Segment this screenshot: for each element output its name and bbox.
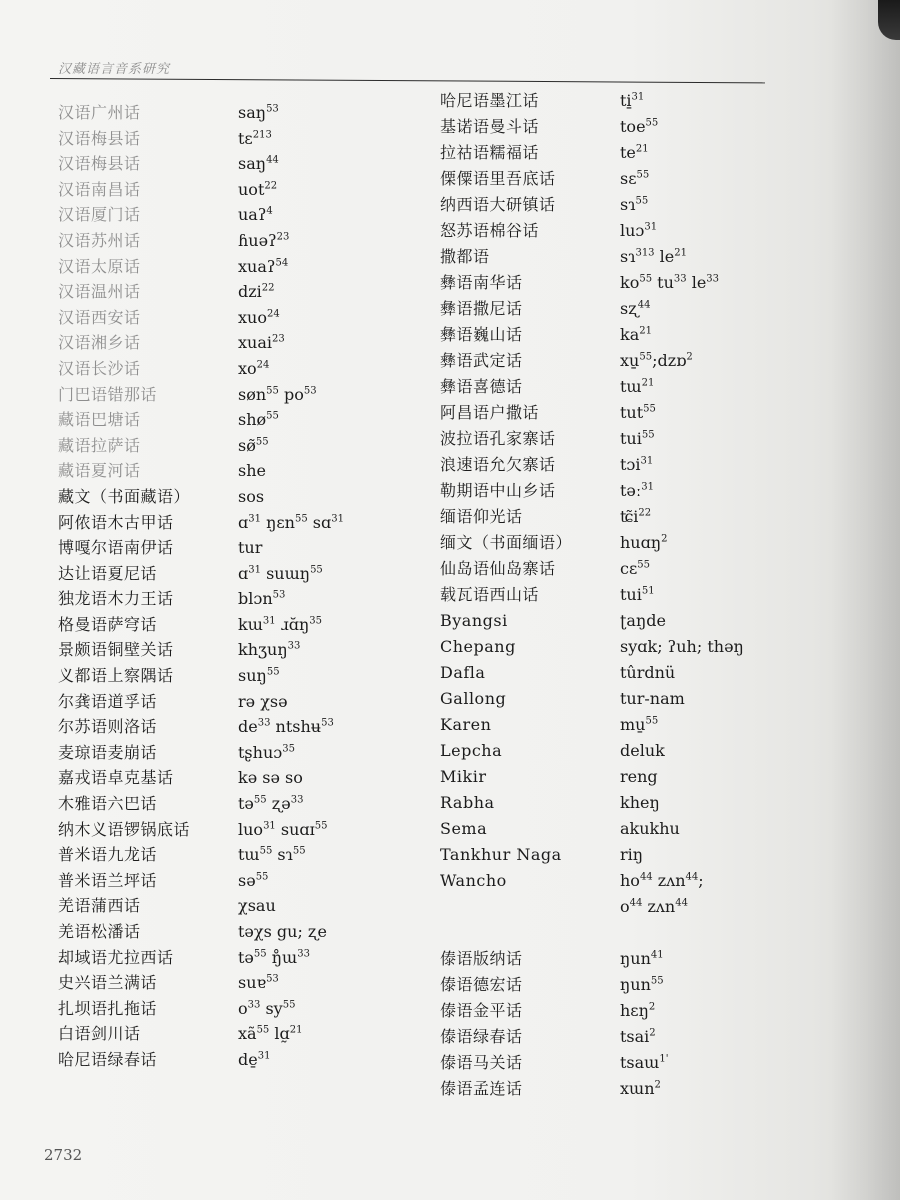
entry-row bbox=[58, 177, 418, 203]
entry-row bbox=[440, 842, 770, 868]
entry-row bbox=[58, 637, 418, 663]
language-name: 汉语梅县话 bbox=[58, 128, 141, 148]
language-name: 彝语喜德话 bbox=[440, 377, 523, 396]
language-name: 汉语梅县话 bbox=[58, 154, 141, 174]
entry-row bbox=[58, 356, 418, 382]
word-form: ŋun$^{41}$ bbox=[620, 949, 664, 968]
entry-row bbox=[440, 218, 770, 244]
language-name: 纳木义语锣锅底话 bbox=[58, 819, 191, 839]
word-form: rə χsə bbox=[238, 691, 288, 711]
language-name: Karen bbox=[440, 715, 492, 734]
entry-row bbox=[440, 556, 770, 582]
word-form: tut$^{55}$ bbox=[620, 403, 656, 422]
word-form: sos bbox=[238, 486, 265, 506]
word-form: tɯ$^{55}$ sɿ$^{55}$ bbox=[238, 845, 306, 865]
language-name: 藏语拉萨话 bbox=[58, 435, 141, 455]
word-form: ʈaŋde bbox=[620, 611, 666, 630]
language-name: 彝语武定话 bbox=[440, 351, 523, 370]
word-form: tui$^{51}$ bbox=[620, 585, 655, 604]
word-form: $de^{33}$ ntshʉ$^{53}$ bbox=[238, 717, 334, 737]
word-form: χsau bbox=[238, 896, 276, 916]
language-name: 汉语湘乡话 bbox=[58, 333, 141, 353]
language-name: 傈僳语里吾底话 bbox=[440, 169, 556, 188]
entry-row bbox=[440, 660, 770, 686]
entry-row bbox=[440, 374, 770, 400]
entry-row bbox=[58, 817, 418, 843]
language-name: 撒都语 bbox=[440, 247, 490, 266]
word-form: ɦuəʔ$^{23}$ bbox=[238, 230, 290, 250]
word-form: xuo$^{24}$ bbox=[238, 307, 280, 327]
left-column bbox=[58, 100, 418, 1073]
word-form: tɛ$^{213}$ bbox=[238, 128, 272, 148]
entry-row bbox=[58, 868, 418, 894]
word-form: kə sə so bbox=[238, 768, 303, 788]
word-form: blɔn$^{53}$ bbox=[238, 589, 286, 609]
entry-row bbox=[440, 270, 770, 296]
entry-row bbox=[440, 348, 770, 374]
language-name: 彝语南华话 bbox=[440, 273, 523, 292]
word-form: sɿ$^{313}$ $le^{21}$ bbox=[620, 247, 687, 266]
word-form: sə$^{55}$ bbox=[238, 870, 269, 890]
language-name: Wancho bbox=[440, 871, 507, 890]
entry-row bbox=[58, 791, 418, 817]
entry-row bbox=[58, 254, 418, 280]
word-form: luo$^{31}$ suɑɪ$^{55}$ bbox=[238, 819, 328, 839]
language-name: 阿昌语户撒话 bbox=[440, 403, 540, 422]
language-name: 汉语南昌话 bbox=[58, 179, 141, 199]
language-name: 藏文（书面藏语） bbox=[58, 486, 191, 506]
entry-row bbox=[440, 1024, 770, 1050]
language-name: 格曼语萨穹话 bbox=[58, 614, 158, 634]
word-form: tə$^{55}$ ŋ̊ɯ$^{33}$ bbox=[238, 947, 310, 967]
entry-row bbox=[440, 920, 770, 946]
word-form: saŋ$^{44}$ bbox=[238, 154, 279, 174]
language-name: Mikir bbox=[440, 767, 487, 786]
entry-row bbox=[440, 868, 770, 894]
language-name: 勒期语中山乡话 bbox=[440, 481, 556, 500]
right-column bbox=[440, 88, 770, 1102]
word-form: uot$^{22}$ bbox=[238, 179, 278, 199]
word-form: dzi$^{22}$ bbox=[238, 282, 275, 302]
language-name: 尔苏语则洛话 bbox=[58, 717, 158, 737]
entry-row bbox=[58, 714, 418, 740]
entry-row bbox=[440, 972, 770, 998]
entry-row bbox=[440, 712, 770, 738]
entry-row bbox=[440, 816, 770, 842]
entry-row bbox=[440, 686, 770, 712]
entry-row bbox=[58, 279, 418, 305]
entry-row bbox=[440, 478, 770, 504]
language-name: Dafla bbox=[440, 663, 486, 682]
word-form: sø̃$^{55}$ bbox=[238, 435, 269, 455]
entry-row bbox=[440, 140, 770, 166]
language-name: 傣语孟连话 bbox=[440, 1079, 523, 1098]
language-name: 汉语苏州话 bbox=[58, 230, 141, 250]
word-form: reng bbox=[620, 767, 658, 786]
entry-row bbox=[58, 484, 418, 510]
running-head: 汉藏语言音系研究 bbox=[58, 62, 171, 77]
word-form: toe$^{55}$ bbox=[620, 117, 659, 136]
language-name: 拉祜语糯福话 bbox=[440, 143, 540, 162]
language-name: 羌语蒲西话 bbox=[58, 896, 141, 916]
word-form: tɔi$^{31}$ bbox=[620, 455, 654, 474]
language-name: Lepcha bbox=[440, 741, 503, 760]
word-form: ɑ$^{31}$ suɯŋ$^{55}$ bbox=[238, 563, 323, 583]
word-form: xuaʔ$^{54}$ bbox=[238, 256, 289, 276]
entry-row bbox=[58, 535, 418, 561]
entry-row bbox=[440, 244, 770, 270]
word-form: tsaɯ$^{1'}$ bbox=[620, 1053, 669, 1072]
word-form: $xo^{24}$ bbox=[238, 358, 270, 378]
entry-row bbox=[440, 192, 770, 218]
language-name: 羌语松潘话 bbox=[58, 922, 141, 941]
language-name: 史兴语兰满话 bbox=[58, 973, 158, 993]
entry-row bbox=[58, 407, 418, 433]
language-name: 汉语广州话 bbox=[58, 103, 141, 122]
header-rule bbox=[50, 78, 765, 83]
language-name: 汉语长沙话 bbox=[58, 358, 141, 378]
language-name: 彝语巍山话 bbox=[440, 325, 523, 344]
word-form: shø$^{55}$ bbox=[238, 410, 279, 430]
language-name: Tankhur Naga bbox=[440, 845, 562, 864]
entry-row bbox=[58, 612, 418, 638]
language-name: Rabha bbox=[440, 793, 495, 812]
language-name: Sema bbox=[440, 819, 488, 838]
entry-row bbox=[440, 894, 770, 920]
language-name: 景颇语铜壁关话 bbox=[58, 640, 174, 660]
entry-row bbox=[58, 996, 418, 1022]
word-form: søn$^{55}$ $po^{53}$ bbox=[238, 384, 317, 404]
word-form: $o^{33}$ $sy^{55}$ bbox=[238, 998, 296, 1018]
language-name: 仙岛语仙岛寨话 bbox=[440, 559, 556, 578]
language-name: 傣语绿春话 bbox=[440, 1027, 523, 1046]
entry-row bbox=[440, 296, 770, 322]
entry-row bbox=[58, 970, 418, 996]
entry-row bbox=[440, 1076, 770, 1102]
language-name: 纳西语大研镇话 bbox=[440, 195, 556, 214]
entry-row bbox=[440, 738, 770, 764]
language-name: 汉语温州话 bbox=[58, 282, 141, 302]
word-form: ti̱$^{31}$ bbox=[620, 91, 645, 110]
entry-row bbox=[440, 452, 770, 478]
word-form: xɯn$^2$ bbox=[620, 1079, 661, 1098]
word-form: she bbox=[238, 461, 266, 481]
word-form: tûrdnü bbox=[620, 663, 676, 682]
language-name: 缅语仰光话 bbox=[440, 507, 523, 526]
word-form: uaʔ$^4$ bbox=[238, 205, 273, 225]
word-form: tɯ$^{21}$ bbox=[620, 377, 655, 396]
word-form: sʐ$^{44}$ bbox=[620, 299, 651, 318]
entry-row bbox=[58, 330, 418, 356]
entry-row bbox=[58, 1021, 418, 1047]
entry-row bbox=[440, 1050, 770, 1076]
word-form: tə$^{55}$ ʐə$^{33}$ bbox=[238, 794, 304, 814]
word-form: deluk bbox=[620, 741, 665, 760]
word-form: $xã^{55}$ lɑ̰$^{21}$ bbox=[238, 1024, 303, 1044]
word-form: huɑŋ$^2$ bbox=[620, 533, 668, 552]
word-form: tui$^{55}$ bbox=[620, 429, 655, 448]
language-name: 汉语厦门话 bbox=[58, 205, 141, 225]
language-name: Byangsi bbox=[440, 611, 508, 630]
page-gutter-shadow bbox=[830, 0, 900, 1200]
word-form: təː$^{31}$ bbox=[620, 481, 655, 500]
entry-row bbox=[58, 689, 418, 715]
entry-row bbox=[58, 1047, 418, 1073]
word-form: hɛŋ$^2$ bbox=[620, 1001, 656, 1020]
word-form: $ko^{55}$ $tu^{33}$ $le^{33}$ bbox=[620, 273, 720, 292]
word-form: ɑ$^{31}$ ŋɛn$^{55}$ sɑ$^{31}$ bbox=[238, 512, 344, 532]
word-form: $ho^{44}$ zʌn$^{44}$; bbox=[620, 871, 704, 890]
language-name: 普米语兰坪话 bbox=[58, 870, 158, 890]
entry-row bbox=[440, 530, 770, 556]
language-name: 傣语马关话 bbox=[440, 1053, 523, 1072]
language-name: 嘉戎语卓克基话 bbox=[58, 768, 174, 788]
entry-row bbox=[58, 893, 418, 919]
entry-row bbox=[58, 433, 418, 459]
language-name: 麦琼语麦崩话 bbox=[58, 742, 158, 762]
entry-row bbox=[58, 945, 418, 971]
word-form: kheŋ bbox=[620, 793, 660, 812]
language-name: 傣语金平话 bbox=[440, 1001, 523, 1020]
language-name: 博嘎尔语南伊话 bbox=[58, 538, 174, 558]
language-name: 汉语西安话 bbox=[58, 307, 141, 327]
page-number: 2732 bbox=[44, 1146, 83, 1164]
language-name: 却域语尤拉西话 bbox=[58, 947, 174, 967]
word-form: suŋ$^{55}$ bbox=[238, 666, 280, 686]
language-name: Chepang bbox=[440, 637, 516, 656]
word-form: suɐ$^{53}$ bbox=[238, 973, 279, 993]
language-name: Gallong bbox=[440, 689, 507, 708]
language-name: 阿侬语木古甲话 bbox=[58, 512, 174, 532]
entry-row bbox=[440, 764, 770, 790]
word-form: cɛ$^{55}$ bbox=[620, 559, 650, 578]
language-name: 藏语巴塘话 bbox=[58, 410, 141, 430]
language-name: 哈尼语绿春话 bbox=[58, 1049, 158, 1069]
word-form: syɑk; ʔuh; thəŋ bbox=[620, 637, 744, 656]
entry-row bbox=[440, 400, 770, 426]
language-name: 傣语版纳话 bbox=[440, 949, 523, 968]
language-name: 义都语上察隅话 bbox=[58, 666, 174, 686]
language-name: 哈尼语墨江话 bbox=[440, 91, 540, 110]
language-name: 尔龚语道孚话 bbox=[58, 691, 158, 711]
language-name: 彝语撒尼话 bbox=[440, 299, 523, 318]
language-name: 傣语德宏话 bbox=[440, 975, 523, 994]
entry-row bbox=[440, 114, 770, 140]
entry-row bbox=[58, 382, 418, 408]
entry-row bbox=[58, 919, 418, 945]
word-form: sɛ$^{55}$ bbox=[620, 169, 650, 188]
language-name: 独龙语木力王话 bbox=[58, 589, 174, 609]
entry-row bbox=[58, 100, 418, 126]
entry-row bbox=[440, 634, 770, 660]
word-form: tur-nam bbox=[620, 689, 685, 708]
word-form: akukhu bbox=[620, 819, 680, 838]
word-form: $ka^{21}$ bbox=[620, 325, 652, 344]
word-form: saŋ$^{53}$ bbox=[238, 103, 279, 122]
language-name: 普米语九龙话 bbox=[58, 845, 158, 865]
language-name: 扎坝语扎拖话 bbox=[58, 998, 158, 1018]
word-form: $o^{44}$ zʌn$^{44}$ bbox=[620, 897, 688, 916]
word-form: kɯ$^{31}$ $ɹɑ̆ŋ^{35}$ bbox=[238, 614, 322, 634]
entry-row bbox=[440, 790, 770, 816]
word-form: $ʨ̃i^{22}$ bbox=[620, 507, 652, 526]
entry-row bbox=[440, 504, 770, 530]
word-form: tur bbox=[238, 538, 263, 558]
entry-row bbox=[440, 426, 770, 452]
language-name: 怒苏语棉谷话 bbox=[440, 221, 540, 240]
entry-row bbox=[58, 151, 418, 177]
language-name: 木雅语六巴话 bbox=[58, 794, 158, 814]
word-form: de̱$^{31}$ bbox=[238, 1049, 271, 1069]
language-name: 藏语夏河话 bbox=[58, 461, 141, 481]
entry-row bbox=[440, 608, 770, 634]
language-name: 基诺语曼斗话 bbox=[440, 117, 540, 136]
word-form: mu̱$^{55}$ bbox=[620, 715, 659, 734]
entry-row bbox=[58, 740, 418, 766]
entry-row bbox=[58, 663, 418, 689]
entry-row bbox=[58, 510, 418, 536]
entry-row bbox=[440, 88, 770, 114]
entry-row bbox=[440, 582, 770, 608]
entry-row bbox=[58, 126, 418, 152]
entry-row bbox=[58, 561, 418, 587]
word-form: khʒuŋ$^{33}$ bbox=[238, 640, 301, 660]
word-form: sɿ$^{55}$ bbox=[620, 195, 649, 214]
entry-row bbox=[58, 765, 418, 791]
entry-row bbox=[440, 946, 770, 972]
word-form: xu̱$^{55}$;dzɒ$^2$ bbox=[620, 351, 693, 370]
entry-row bbox=[440, 166, 770, 192]
word-form: xuai$^{23}$ bbox=[238, 333, 285, 353]
word-form: riŋ bbox=[620, 845, 644, 864]
word-form: ŋun$^{55}$ bbox=[620, 975, 664, 994]
entry-row bbox=[58, 458, 418, 484]
word-form: tsai$^2$ bbox=[620, 1027, 656, 1046]
word-form: $te^{21}$ bbox=[620, 143, 649, 162]
word-form: tʂhuɔ$^{35}$ bbox=[238, 742, 295, 762]
language-name: 白语剑川话 bbox=[58, 1024, 141, 1044]
language-name: 达让语夏尼话 bbox=[58, 563, 158, 583]
language-name: 波拉语孔家寨话 bbox=[440, 429, 556, 448]
entry-row bbox=[440, 322, 770, 348]
entry-row bbox=[58, 586, 418, 612]
word-form: təχs gu; ʐe bbox=[238, 922, 327, 941]
entry-row bbox=[58, 228, 418, 254]
entry-row bbox=[58, 842, 418, 868]
entry-row bbox=[58, 202, 418, 228]
entry-row bbox=[440, 998, 770, 1024]
language-name: 浪速语允欠寨话 bbox=[440, 455, 556, 474]
language-name: 缅文（书面缅语） bbox=[440, 533, 573, 552]
language-name: 载瓦语西山话 bbox=[440, 585, 540, 604]
word-form: luɔ$^{31}$ bbox=[620, 221, 658, 240]
entry-row bbox=[58, 305, 418, 331]
language-name: 门巴语错那话 bbox=[58, 384, 158, 404]
language-name: 汉语太原话 bbox=[58, 256, 141, 276]
